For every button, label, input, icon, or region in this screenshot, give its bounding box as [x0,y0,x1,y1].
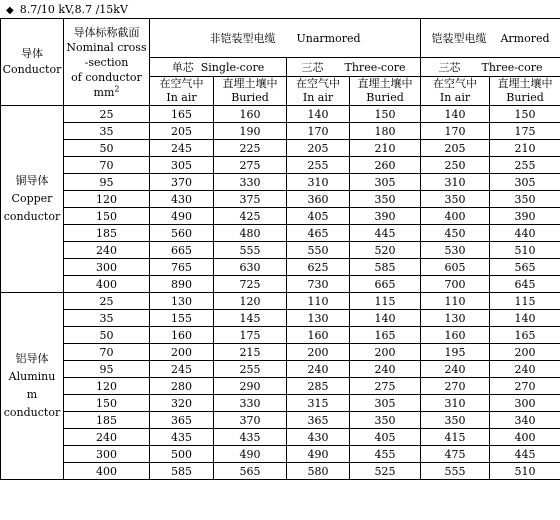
current-value-cell: 445 [350,225,421,242]
current-value-cell: 250 [421,157,490,174]
current-value-cell: 435 [150,429,214,446]
current-value-cell: 290 [214,378,287,395]
current-value-cell: 205 [150,123,214,140]
conductor-group-label: 铜导体 Copper conductor [1,106,64,293]
current-value-cell: 475 [421,446,490,463]
current-value-cell: 555 [421,463,490,480]
current-value-cell: 725 [214,276,287,293]
current-value-cell: 585 [350,259,421,276]
header-row-1 [1,19,560,58]
current-value-cell: 490 [214,446,287,463]
current-value-cell: 510 [490,463,560,480]
current-value-cell: 115 [350,293,421,310]
current-value-cell: 245 [150,140,214,157]
in-air-header: 在空气中 In air [150,77,214,106]
current-value-cell: 140 [421,106,490,123]
current-value-cell: 585 [150,463,214,480]
section-cell: 300 [64,446,150,463]
current-value-cell: 255 [490,157,560,174]
section-cell: 35 [64,123,150,140]
current-value-cell: 110 [421,293,490,310]
current-value-cell: 300 [490,395,560,412]
table-row [1,106,560,123]
current-value-cell: 280 [150,378,214,395]
current-value-cell: 165 [490,327,560,344]
current-value-cell: 200 [490,344,560,361]
current-value-cell: 315 [287,395,350,412]
current-value-cell: 145 [214,310,287,327]
single-core-header: 单芯 Single-core [150,58,287,77]
current-value-cell: 645 [490,276,560,293]
table-body [1,19,560,480]
current-value-cell: 500 [150,446,214,463]
current-value-cell: 430 [287,429,350,446]
section-header: 导体标称截面 Nominal cross -section of conductor $mm^2$ [64,19,150,106]
current-value-cell: 270 [490,378,560,395]
table-row [1,208,560,225]
in-air-header: 在空气中 In air [287,77,350,106]
section-cell: 25 [64,106,150,123]
current-value-cell: 200 [287,344,350,361]
current-value-cell: 255 [214,361,287,378]
current-value-cell: 375 [214,191,287,208]
current-value-cell: 450 [421,225,490,242]
section-cell: 300 [64,259,150,276]
three-core-unarmored-header: 三芯 Three-core [287,58,421,77]
current-value-cell: 520 [350,242,421,259]
section-cell: 70 [64,157,150,174]
section-cell: 70 [64,344,150,361]
table-row [1,123,560,140]
buried-header: 直埋土壤中 Buried [350,77,421,106]
current-value-cell: 480 [214,225,287,242]
buried-header: 直埋土壤中 Buried [490,77,560,106]
current-value-cell: 305 [490,174,560,191]
section-cell: 400 [64,463,150,480]
section-cell: 185 [64,225,150,242]
current-value-cell: 155 [150,310,214,327]
current-value-cell: 425 [214,208,287,225]
current-value-cell: 165 [150,106,214,123]
current-value-cell: 285 [287,378,350,395]
table-row [1,293,560,310]
current-value-cell: 175 [490,123,560,140]
conductor-header: 导体 Conductor [1,19,64,106]
buried-header: 直埋土壤中 Buried [214,77,287,106]
current-value-cell: 110 [287,293,350,310]
current-value-cell: 240 [350,361,421,378]
table-row [1,344,560,361]
table-row [1,242,560,259]
section-cell: 120 [64,378,150,395]
table-row [1,174,560,191]
current-value-cell: 210 [490,140,560,157]
current-value-cell: 305 [350,395,421,412]
current-value-cell: 370 [214,412,287,429]
armored-header: 铠装型电缆 Armored [421,19,560,58]
current-capacity-table [0,18,560,480]
table-row [1,378,560,395]
table-row [1,191,560,208]
current-value-cell: 550 [287,242,350,259]
current-value-cell: 275 [214,157,287,174]
table-row [1,395,560,412]
current-value-cell: 665 [150,242,214,259]
current-value-cell: 120 [214,293,287,310]
in-air-header: 在空气中 In air [421,77,490,106]
section-cell: 50 [64,140,150,157]
current-value-cell: 390 [350,208,421,225]
table-row [1,276,560,293]
current-value-cell: 260 [350,157,421,174]
current-value-cell: 510 [490,242,560,259]
current-value-cell: 205 [421,140,490,157]
section-cell: 35 [64,310,150,327]
current-value-cell: 200 [150,344,214,361]
current-value-cell: 240 [421,361,490,378]
current-value-cell: 365 [287,412,350,429]
current-value-cell: 305 [350,174,421,191]
current-value-cell: 765 [150,259,214,276]
current-value-cell: 165 [350,327,421,344]
section-cell: 240 [64,429,150,446]
table-row [1,429,560,446]
table-row [1,310,560,327]
current-value-cell: 270 [421,378,490,395]
current-value-cell: 565 [490,259,560,276]
current-value-cell: 170 [421,123,490,140]
section-cell: 50 [64,327,150,344]
current-value-cell: 370 [150,174,214,191]
current-value-cell: 175 [214,327,287,344]
current-value-cell: 240 [490,361,560,378]
section-cell: 95 [64,361,150,378]
current-value-cell: 365 [150,412,214,429]
current-value-cell: 405 [350,429,421,446]
current-value-cell: 310 [421,174,490,191]
current-value-cell: 560 [150,225,214,242]
current-value-cell: 330 [214,174,287,191]
table-row [1,157,560,174]
current-value-cell: 140 [350,310,421,327]
current-value-cell: 245 [150,361,214,378]
current-value-cell: 625 [287,259,350,276]
table-row [1,140,560,157]
current-value-cell: 170 [287,123,350,140]
current-value-cell: 360 [287,191,350,208]
current-value-cell: 890 [150,276,214,293]
current-value-cell: 160 [150,327,214,344]
current-value-cell: 225 [214,140,287,157]
table-heading [6,3,128,17]
current-value-cell: 150 [350,106,421,123]
three-core-armored-header: 三芯 Three-core [421,58,560,77]
current-value-cell: 605 [421,259,490,276]
current-value-cell: 330 [214,395,287,412]
current-value-cell: 305 [150,157,214,174]
current-value-cell: 160 [214,106,287,123]
current-value-cell: 630 [214,259,287,276]
current-value-cell: 215 [214,344,287,361]
section-cell: 120 [64,191,150,208]
current-value-cell: 180 [350,123,421,140]
current-value-cell: 205 [287,140,350,157]
current-value-cell: 140 [490,310,560,327]
unarmored-header: 非铠装型电缆 Unarmored [150,19,421,58]
current-value-cell: 350 [350,412,421,429]
section-cell: 240 [64,242,150,259]
current-value-cell: 150 [490,106,560,123]
section-cell: 400 [64,276,150,293]
table-row [1,361,560,378]
current-value-cell: 430 [150,191,214,208]
current-value-cell: 210 [350,140,421,157]
current-value-cell: 490 [150,208,214,225]
current-value-cell: 340 [490,412,560,429]
current-value-cell: 200 [350,344,421,361]
current-value-cell: 255 [287,157,350,174]
current-value-cell: 415 [421,429,490,446]
current-value-cell: 140 [287,106,350,123]
current-value-cell: 730 [287,276,350,293]
current-value-cell: 440 [490,225,560,242]
table-row [1,446,560,463]
voltage-rating: 8.7/10 kV,8.7 /15kV [19,3,128,16]
current-value-cell: 310 [287,174,350,191]
table-row [1,327,560,344]
current-value-cell: 665 [350,276,421,293]
current-value-cell: 195 [421,344,490,361]
current-value-cell: 400 [421,208,490,225]
current-value-cell: 455 [350,446,421,463]
section-cell: 185 [64,412,150,429]
current-value-cell: 160 [421,327,490,344]
current-value-cell: 130 [150,293,214,310]
section-cell: 150 [64,395,150,412]
section-cell: 95 [64,174,150,191]
current-value-cell: 400 [490,429,560,446]
current-value-cell: 530 [421,242,490,259]
diamond-bullet-icon: ◆ [6,5,14,16]
current-value-cell: 350 [350,191,421,208]
current-value-cell: 445 [490,446,560,463]
current-value-cell: 275 [350,378,421,395]
current-value-cell: 405 [287,208,350,225]
current-value-cell: 350 [421,412,490,429]
current-value-cell: 465 [287,225,350,242]
current-value-cell: 700 [421,276,490,293]
current-value-cell: 190 [214,123,287,140]
current-value-cell: 320 [150,395,214,412]
current-value-cell: 525 [350,463,421,480]
current-value-cell: 310 [421,395,490,412]
section-cell: 150 [64,208,150,225]
conductor-group-label: 铝导体 Aluminu m conductor [1,293,64,480]
current-value-cell: 130 [287,310,350,327]
current-value-cell: 565 [214,463,287,480]
current-value-cell: 390 [490,208,560,225]
table-row [1,225,560,242]
current-value-cell: 580 [287,463,350,480]
current-value-cell: 350 [421,191,490,208]
current-value-cell: 240 [287,361,350,378]
current-value-cell: 490 [287,446,350,463]
current-value-cell: 115 [490,293,560,310]
section-cell: 25 [64,293,150,310]
table-row [1,259,560,276]
current-value-cell: 435 [214,429,287,446]
table-row [1,463,560,480]
current-value-cell: 350 [490,191,560,208]
table-row [1,412,560,429]
current-value-cell: 555 [214,242,287,259]
current-value-cell: 130 [421,310,490,327]
current-value-cell: 160 [287,327,350,344]
